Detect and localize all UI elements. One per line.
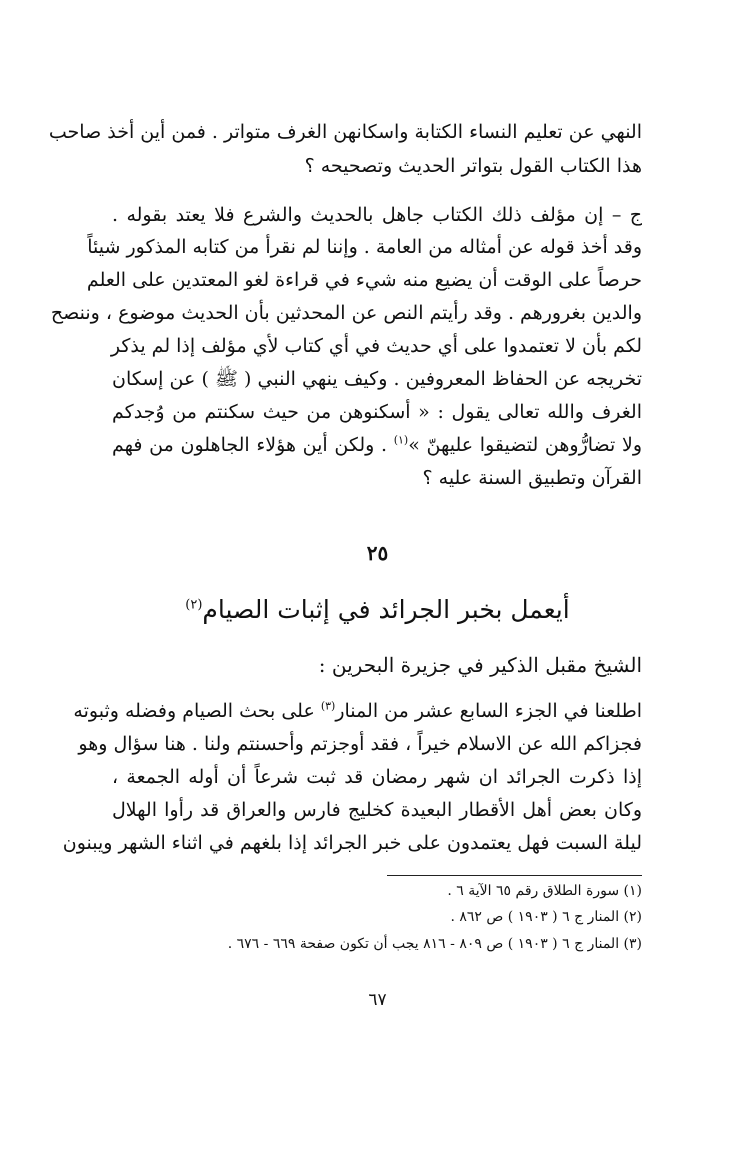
footnote-marker: (٣): [320, 699, 336, 713]
section-title-text: أيعمل بخبر الجرائد في إثبات الصيام: [202, 595, 570, 624]
text-fragment: على بحث الصيام وفضله وثبوته: [73, 700, 321, 722]
section-title: [0, 590, 755, 630]
text-line: [73, 696, 642, 726]
text-line: إذا ذكرت الجرائد ان شهر رمضان قد ثبت شرعاً أن أوله الجمعة ،: [112, 766, 642, 788]
page-number: ٦٧: [368, 990, 387, 1010]
text-line: [112, 430, 642, 460]
footnote: (٣) المنار ج ٦ ( ١٩٠٣ ) ص ٨٠٩ - ٨١٦ يجب أن تكون صفحة ٦٦٩ - ٦٧٦ .: [227, 936, 642, 952]
text-line: الغرف والله تعالى يقول : « أسكنوهن من حيث سكنتم من وُجدكم: [112, 401, 642, 423]
text-line: النهي عن تعليم النساء الكتابة واسكانهن الغرف متواتر . فمن أين أخذ صاحب: [48, 121, 642, 143]
text-fragment: ولا تضارُّوهن لتضيقوا عليهنّ »: [408, 434, 642, 456]
text-line: هذا الكتاب القول بتواتر الحديث وتصحيحه ؟: [304, 155, 642, 177]
footnote-divider: [387, 875, 642, 876]
text-line: والدين بغرورهم . وقد رأيتم النص عن المحدثين بأن الحديث موضوع ، وننصح: [50, 302, 642, 324]
text-line: وكان بعض أهل الأقطار البعيدة كخليج فارس والعراق قد رأوا الهلال: [112, 799, 642, 821]
text-line: فجزاكم الله عن الاسلام خيراً ، فقد أوجزتم وأحسنتم ولنا . هنا سؤال وهو: [78, 733, 642, 755]
text-line: حرصاً على الوقت أن يضيع منه شيء في قراءة لغو المعتدين على العلم: [86, 269, 642, 291]
text-line: لكم بأن لا تعتمدوا على أي حديث في أي كتاب لأي مؤلف إذا لم يذكر: [110, 335, 642, 357]
text-line: ج – إن مؤلف ذلك الكتاب جاهل بالحديث والشرع فلا يعتد بقوله .: [112, 204, 642, 226]
footnote-marker: (١): [393, 433, 409, 447]
text-line: ليلة السبت فهل يعتمدون على خبر الجرائد إذا بلغهم في اثناء الشهر ويبنون: [62, 832, 642, 854]
footnote: (١) سورة الطلاق رقم ٦٥ الآية ٦ .: [447, 883, 642, 899]
text-fragment: اطلعنا في الجزء السابع عشر من المنار: [335, 700, 642, 722]
text-fragment: . ولكن أين هؤلاء الجاهلون من فهم: [112, 434, 394, 456]
text-line: القرآن وتطبيق السنة عليه ؟: [422, 467, 642, 489]
text-line: تخريجه عن الحفاظ المعروفين . وكيف ينهي النبي ( ﷺ ) عن إسكان: [112, 368, 642, 390]
questioner-heading: الشيخ مقبل الذكير في جزيرة البحرين :: [318, 653, 642, 677]
section-number: ٢٥: [366, 541, 389, 565]
text-line: وقد أخذ قوله عن أمثاله من العامة . وإننا لم نقرأ من كتابه المذكور شيئاً: [87, 236, 642, 258]
footnote-marker: (٢): [185, 597, 203, 613]
footnote: (٢) المنار ج ٦ ( ١٩٠٣ ) ص ٨٦٢ .: [450, 909, 642, 925]
